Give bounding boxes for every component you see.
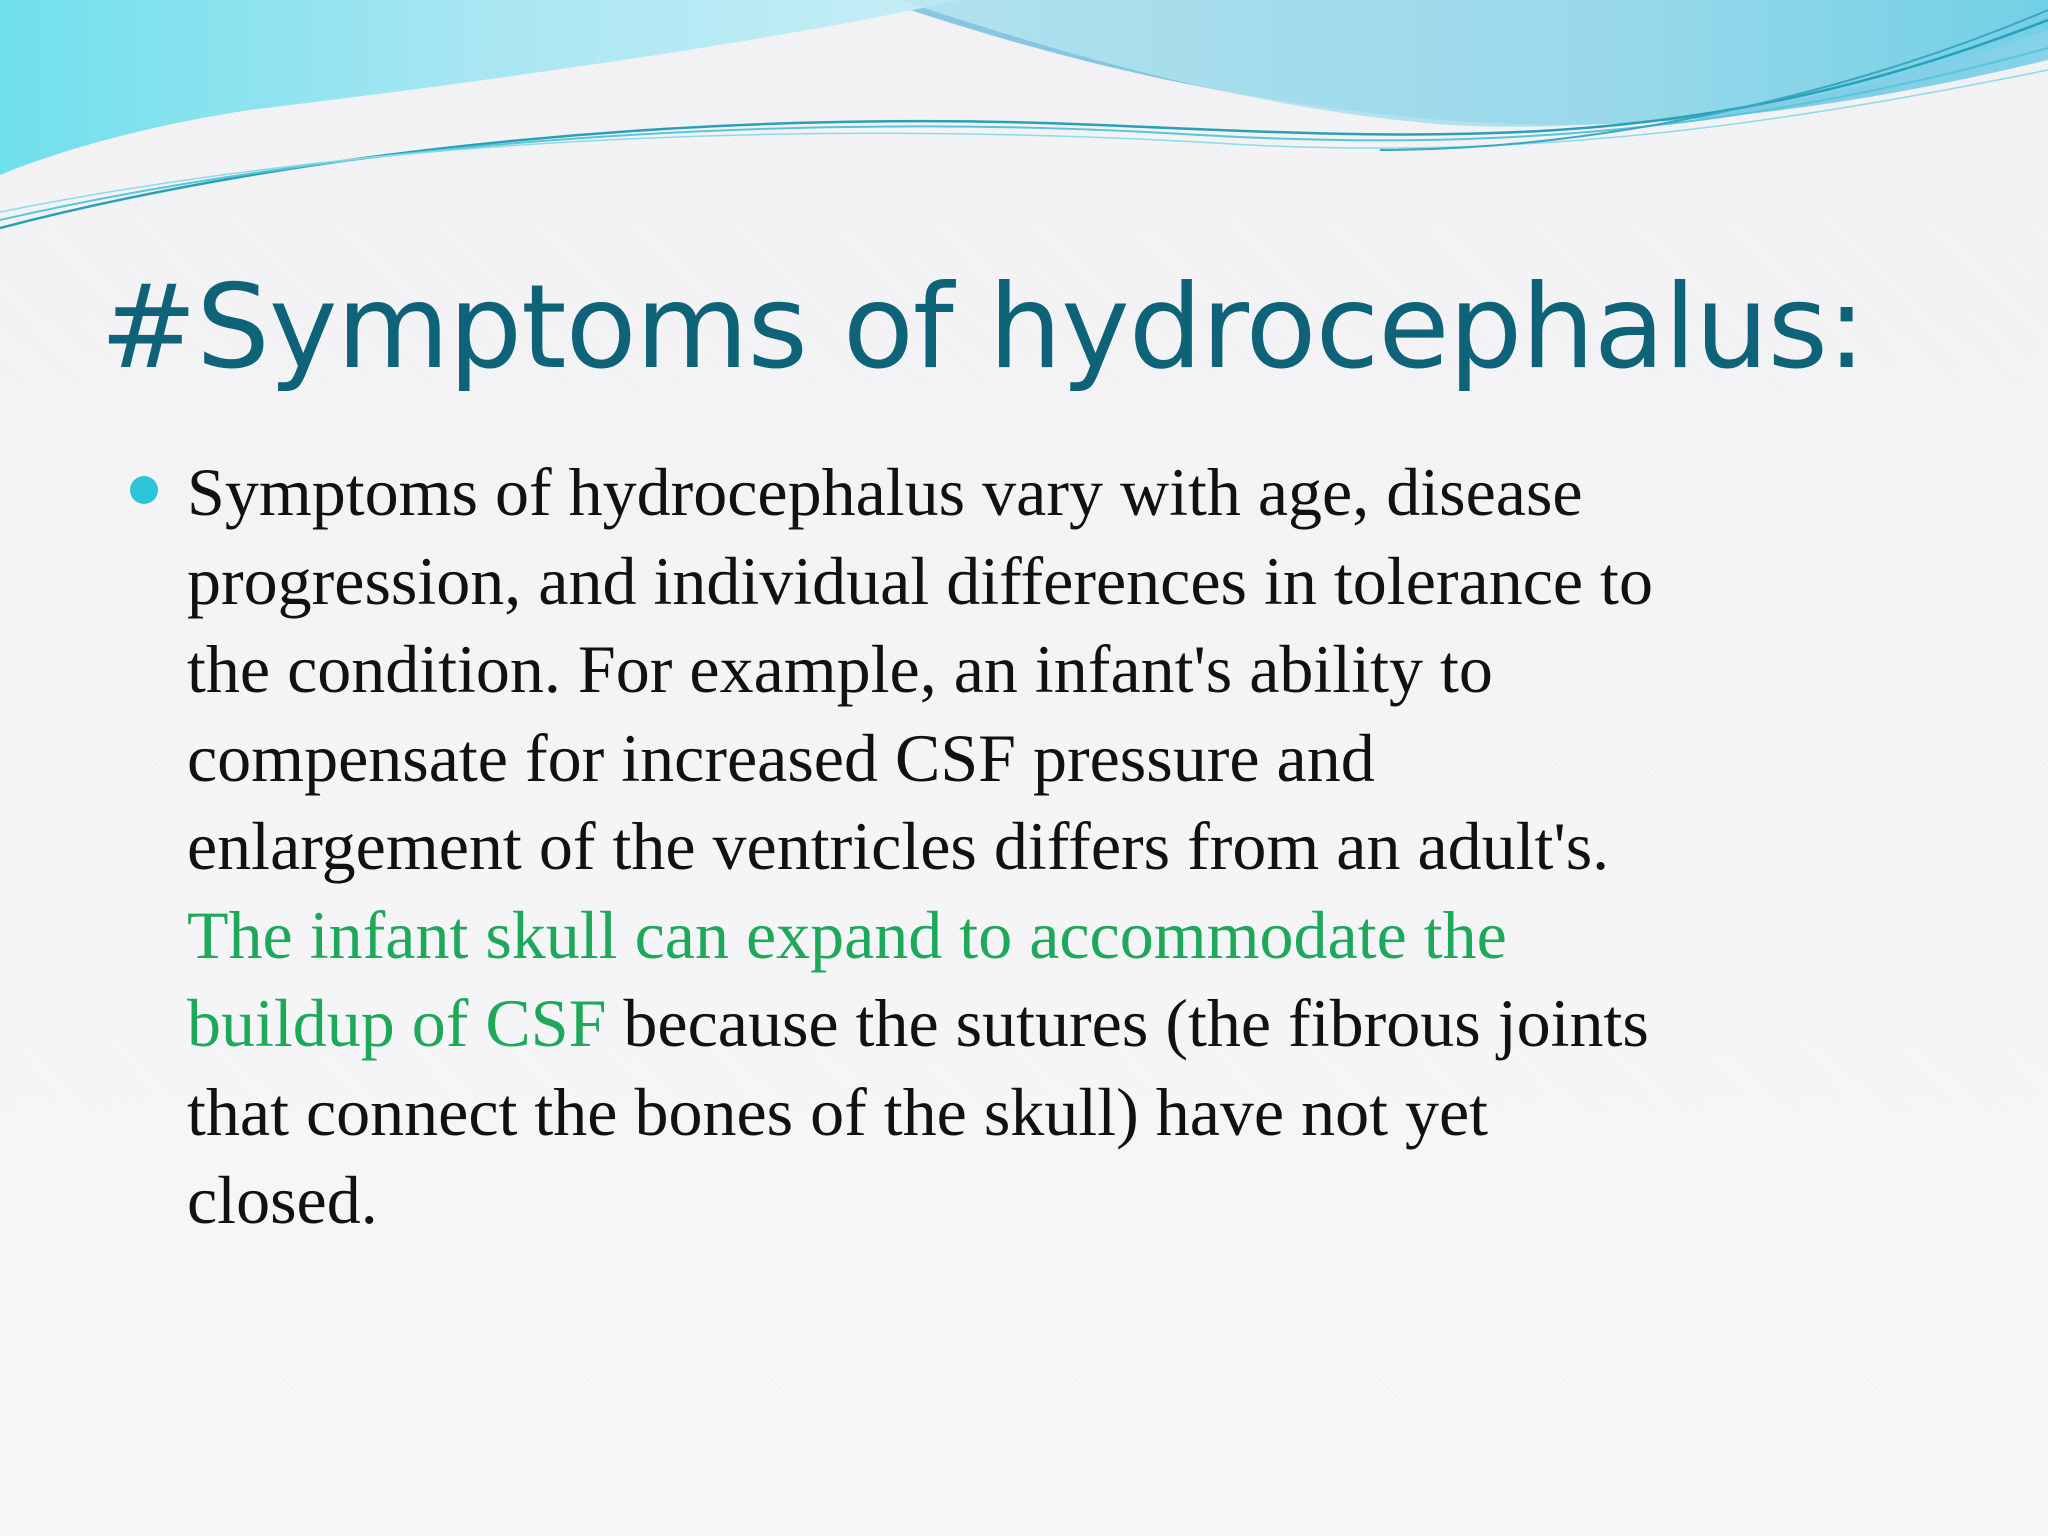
slide-title: #Symptoms of hydrocephalus: xyxy=(100,260,1866,395)
bullet-list xyxy=(130,448,1930,1245)
paragraph-line xyxy=(187,1156,1930,1245)
highlighted-text: buildup of CSF xyxy=(187,985,607,1061)
paragraph-line xyxy=(187,448,1930,537)
bullet-dot-icon xyxy=(130,476,158,504)
body-text: enlargement of the ventricles differs from an adult's. xyxy=(187,808,1610,884)
wave-band-right xyxy=(900,0,2048,127)
body-text: that connect the bones of the skull) have not yet xyxy=(187,1073,1489,1150)
body-text: closed. xyxy=(187,1162,378,1238)
highlighted-text: The infant skull can expand to accommodate the xyxy=(187,896,1507,973)
paragraph-line xyxy=(187,1068,1930,1157)
body-text: the condition. For example, an infant's ability to xyxy=(187,631,1493,707)
paragraph-line xyxy=(187,537,1930,626)
paragraph-line xyxy=(187,802,1930,891)
body-text: because the sutures (the fibrous joints xyxy=(606,985,1649,1061)
bullet-item xyxy=(130,448,1930,1245)
paragraph-line xyxy=(187,979,1930,1068)
body-text: Symptoms of hydrocephalus vary with age, disease xyxy=(187,454,1583,530)
body-text: progression, and individual differences in tolerance to xyxy=(187,542,1653,619)
wave-band-upper xyxy=(0,0,960,175)
paragraph-line xyxy=(187,714,1930,803)
body-text: compensate for increased CSF pressure and xyxy=(187,719,1375,796)
header-wave-decoration xyxy=(0,0,2048,260)
paragraph-line xyxy=(187,891,1930,980)
paragraph-line xyxy=(187,625,1930,714)
